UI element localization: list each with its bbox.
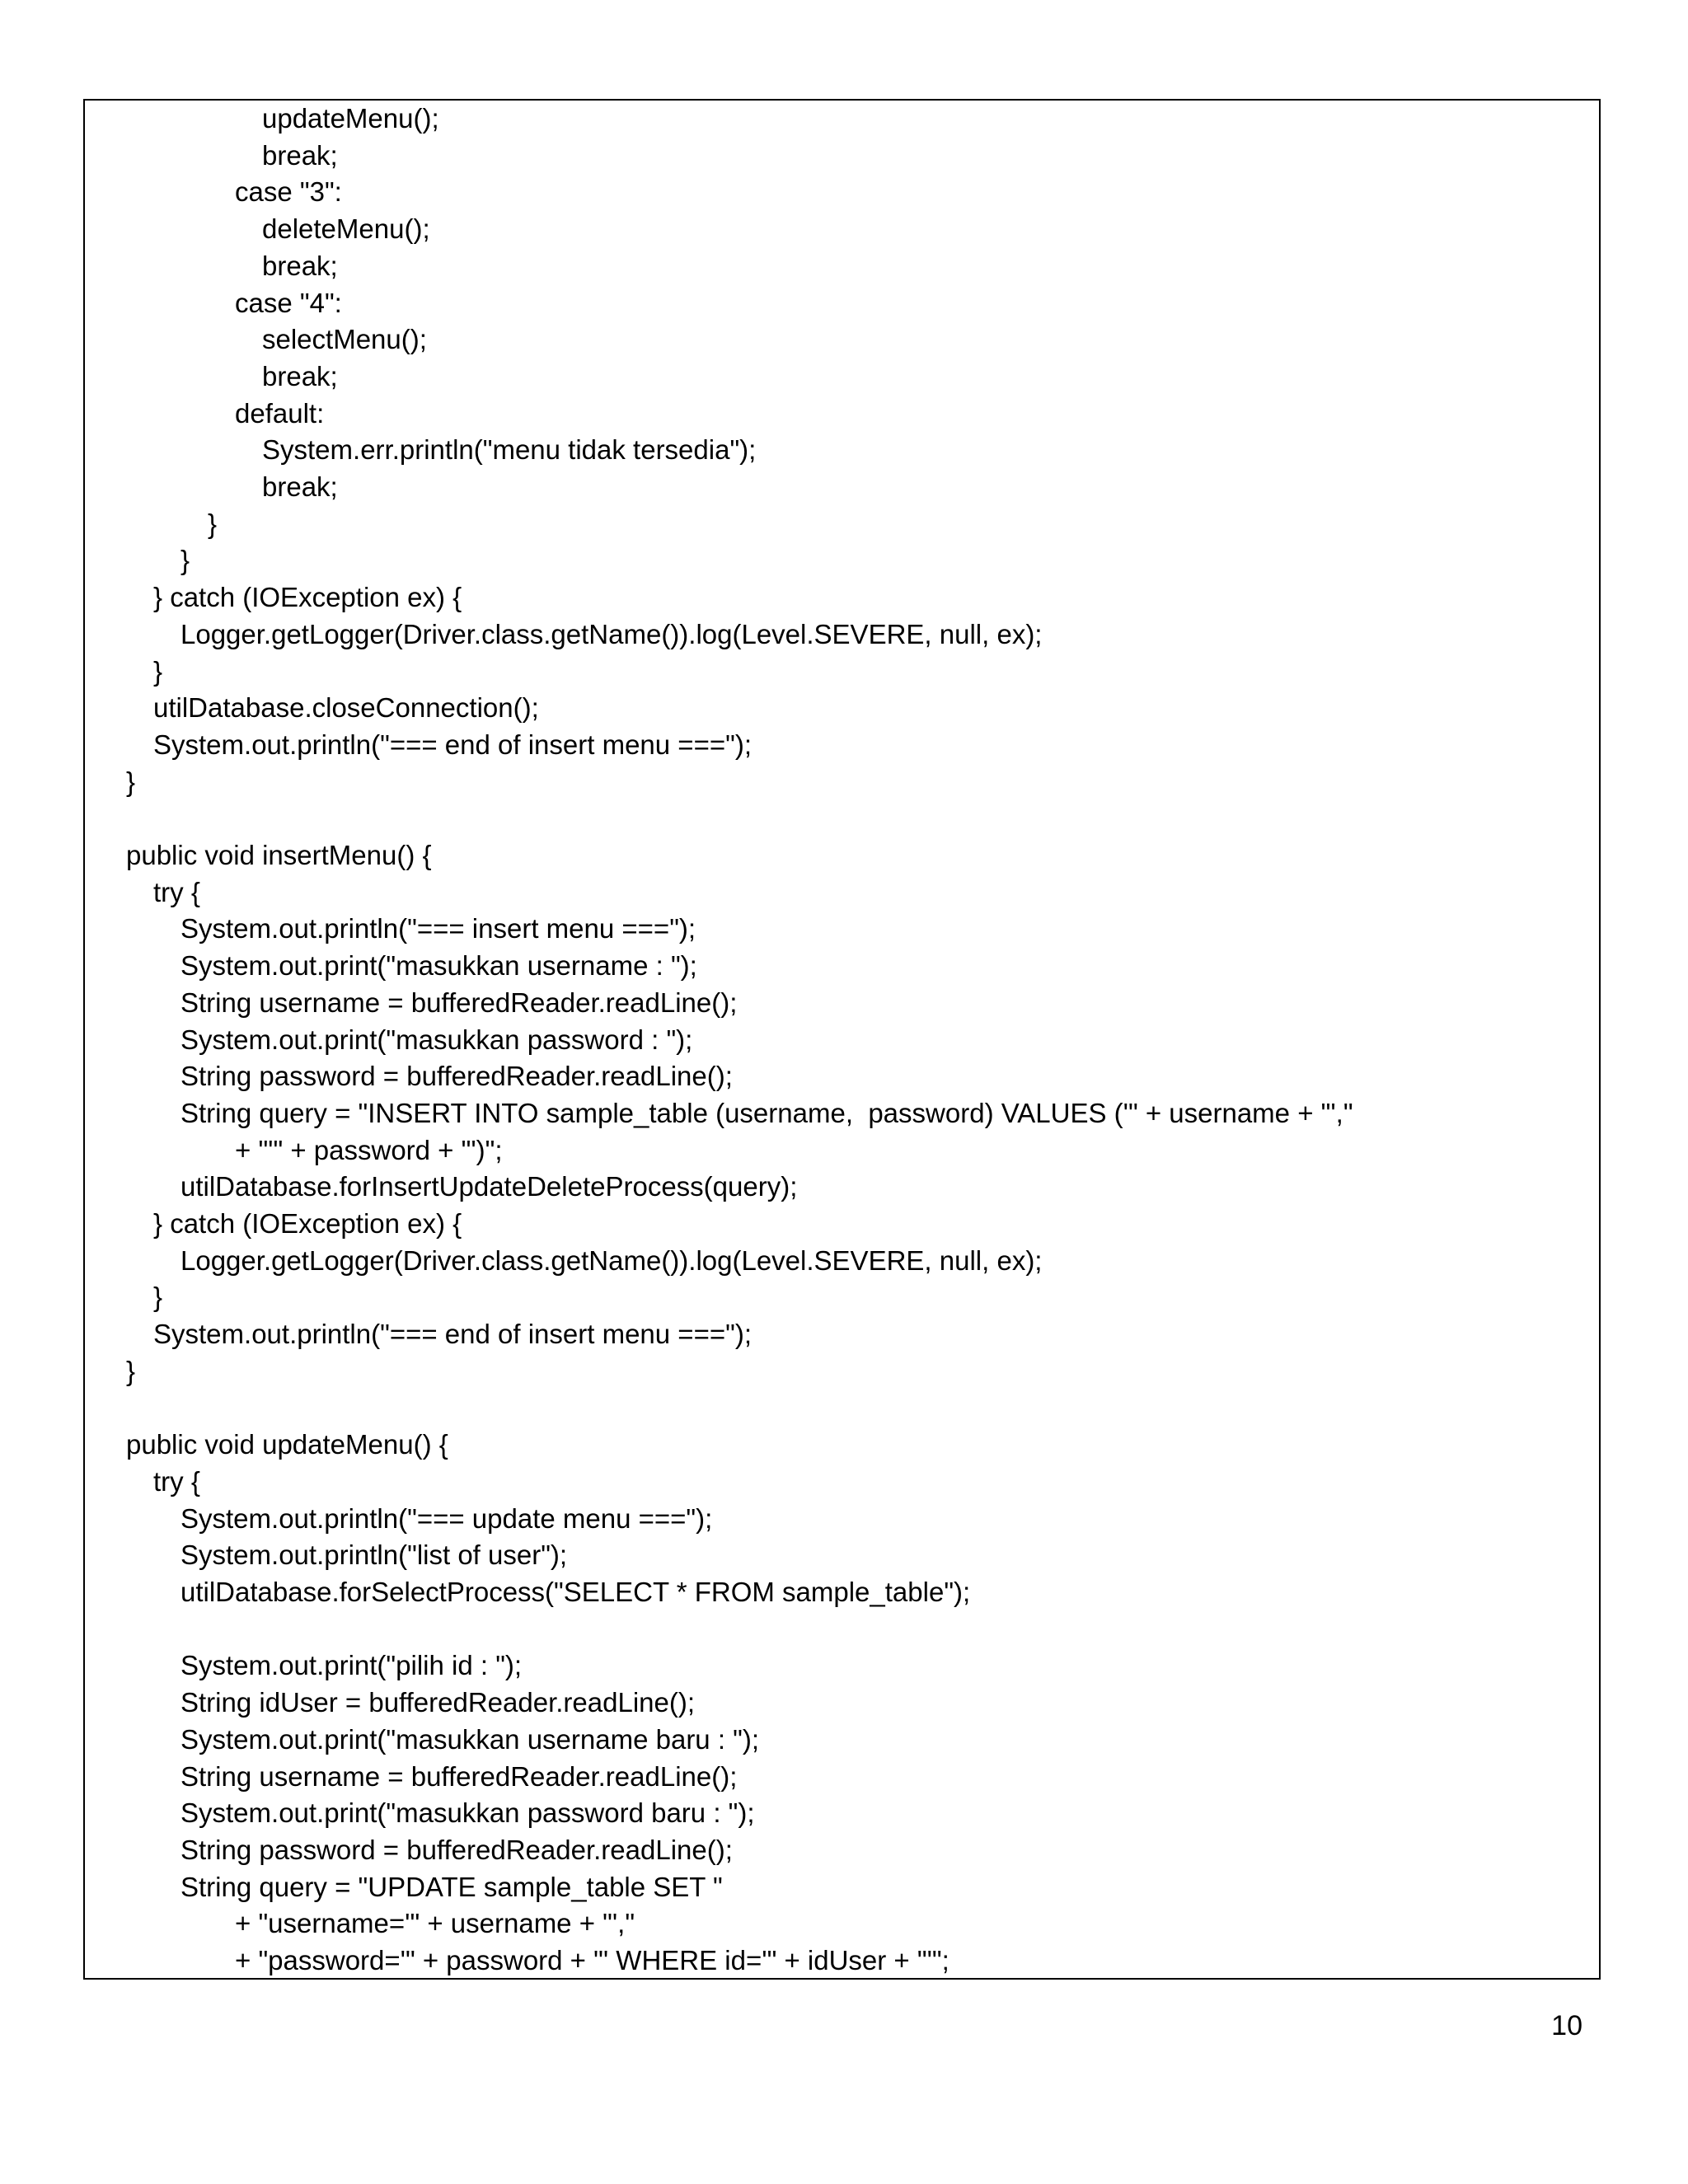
code-line: utilDatabase.closeConnection(); <box>153 692 539 724</box>
code-line: utilDatabase.forSelectProcess("SELECT * FROM sample_table"); <box>181 1577 971 1607</box>
code-line: break; <box>262 250 338 281</box>
code-line: default: <box>235 397 325 429</box>
code-line: + "password='" + password + "' WHERE id='" + idUser + "'"; <box>235 1945 950 1975</box>
code-line: } catch (IOException ex) { <box>153 1208 462 1239</box>
code-line: Logger.getLogger(Driver.class.getName()).log(Level.SEVERE, null, ex); <box>181 1244 1043 1276</box>
code-line: } <box>181 545 190 576</box>
code-line: System.out.print("pilih id : "); <box>181 1650 523 1681</box>
code-line: String username = bufferedReader.readLine(); <box>181 1760 738 1792</box>
code-line: case "4": <box>235 287 342 318</box>
code-line: String query = "UPDATE sample_table SET " <box>181 1871 723 1902</box>
code-line: } catch (IOException ex) { <box>153 582 462 613</box>
code-line: selectMenu(); <box>262 324 427 355</box>
code-line: utilDatabase.forInsertUpdateDeleteProcess(query); <box>181 1171 798 1202</box>
code-line: } <box>208 508 218 539</box>
code-line: break; <box>262 139 338 171</box>
code-line: String username = bufferedReader.readLine(); <box>181 987 738 1018</box>
code-line: case "3": <box>235 176 342 208</box>
code-line: try { <box>153 876 200 907</box>
code-line: System.out.println("=== update menu ==="); <box>181 1502 713 1534</box>
code-line: System.out.print("masukkan username : "); <box>181 950 697 982</box>
page-number: 10 <box>1551 2010 1582 2041</box>
code-line: try { <box>153 1465 200 1497</box>
code-line: System.out.println("=== insert menu ==="); <box>181 913 696 944</box>
code-line: String password = bufferedReader.readLine(); <box>181 1061 733 1092</box>
code-line: break; <box>262 360 338 391</box>
code-line: String idUser = bufferedReader.readLine(); <box>181 1687 696 1718</box>
code-line: } <box>153 655 163 687</box>
code-line: break; <box>262 471 338 502</box>
code-line: } <box>153 1282 163 1313</box>
code-line: public void updateMenu() { <box>126 1429 448 1460</box>
code-line: System.out.println("=== end of insert menu ==="); <box>153 729 752 760</box>
code-line: } <box>126 766 136 797</box>
code-line: deleteMenu(); <box>262 213 430 245</box>
code-line: Logger.getLogger(Driver.class.getName()).log(Level.SEVERE, null, ex); <box>181 618 1043 649</box>
code-line: System.out.print("masukkan password : "); <box>181 1024 693 1055</box>
code-line: System.out.print("masukkan username baru : "); <box>181 1723 760 1755</box>
code-line: } <box>126 1355 136 1386</box>
code-line: System.out.println("list of user"); <box>181 1540 568 1571</box>
code-line: String password = bufferedReader.readLine(); <box>181 1834 733 1865</box>
code-line: public void insertMenu() { <box>126 840 432 870</box>
code-line: updateMenu(); <box>262 103 439 134</box>
code-line: + "'" + password + "')"; <box>235 1134 503 1165</box>
code-line: System.out.println("=== end of insert menu ==="); <box>153 1319 752 1350</box>
code-line: System.err.println("menu tidak tersedia"); <box>262 434 757 466</box>
code-line: System.out.print("masukkan password baru : "); <box>181 1797 755 1829</box>
code-line: + "username='" + username + "'," <box>235 1908 635 1939</box>
code-line: String query = "INSERT INTO sample_table (username, password) VALUES ('" + username + "'," <box>181 1097 1353 1128</box>
